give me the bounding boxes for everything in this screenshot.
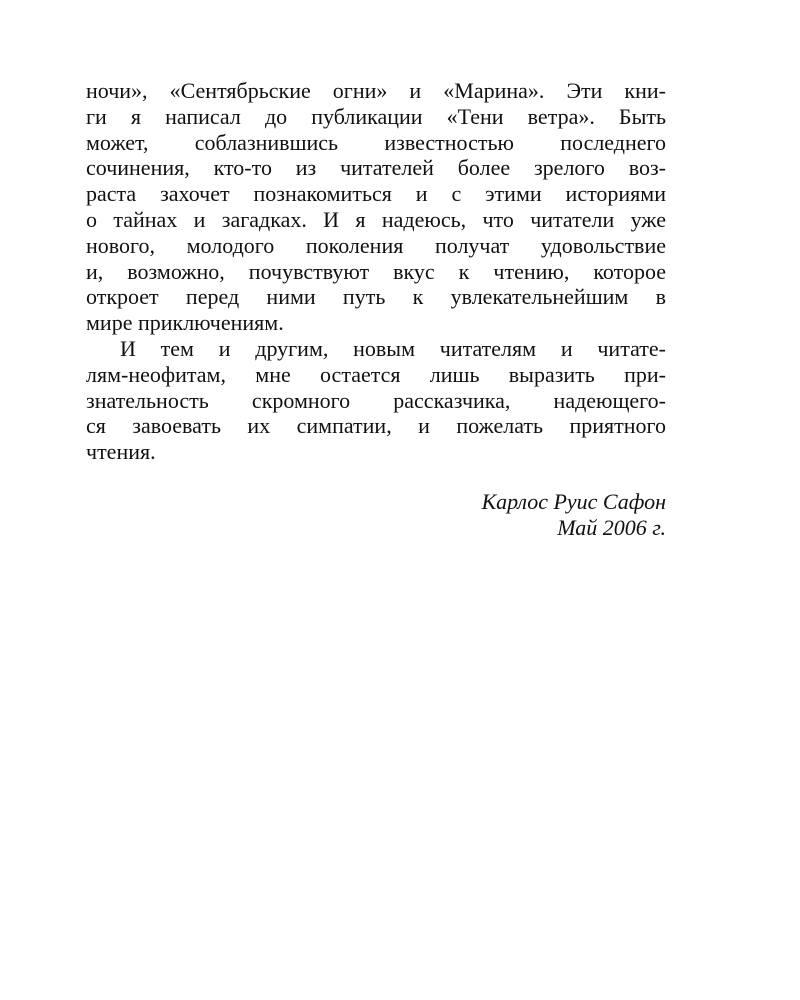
text-line: и, возможно, почувствуют вкус к чтению, которое bbox=[86, 258, 666, 284]
text-line: ся завоевать их симпатии, и пожелать приятного bbox=[86, 413, 666, 439]
body-text bbox=[86, 78, 666, 465]
text-line: знательность скромного рассказчика, надеющего- bbox=[86, 387, 666, 413]
paragraph bbox=[86, 78, 666, 336]
text-line: ги я написал до публикации «Тени ветра». Быть bbox=[86, 103, 666, 129]
text-line: сочинения, кто-то из читателей более зрелого воз- bbox=[86, 155, 666, 181]
text-line: о тайнах и загадках. И я надеюсь, что читатели уже bbox=[86, 206, 666, 232]
text-line: ночи», «Сентябрьские огни» и «Марина». Эти кни- bbox=[86, 78, 666, 103]
text-line: И тем и другим, новым читателям и читате- bbox=[120, 335, 666, 361]
text-line: чтения. bbox=[86, 439, 156, 465]
signature-block bbox=[266, 489, 666, 541]
text-line: раста захочет познакомиться и с этими историями bbox=[86, 181, 666, 207]
text-line: мире приключениям. bbox=[86, 310, 284, 336]
paragraph bbox=[86, 336, 666, 465]
signature-date: Май 2006 г. bbox=[557, 515, 666, 540]
signature-author: Карлос Руис Сафон bbox=[481, 489, 666, 514]
text-line: может, соблазнившись известностью последнего bbox=[86, 129, 666, 155]
text-line: откроет перед ними путь к увлекательнейшим в bbox=[86, 284, 666, 310]
text-line: нового, молодого поколения получат удовольствие bbox=[86, 232, 666, 258]
text-line: лям-неофитам, мне остается лишь выразить при- bbox=[86, 361, 666, 387]
